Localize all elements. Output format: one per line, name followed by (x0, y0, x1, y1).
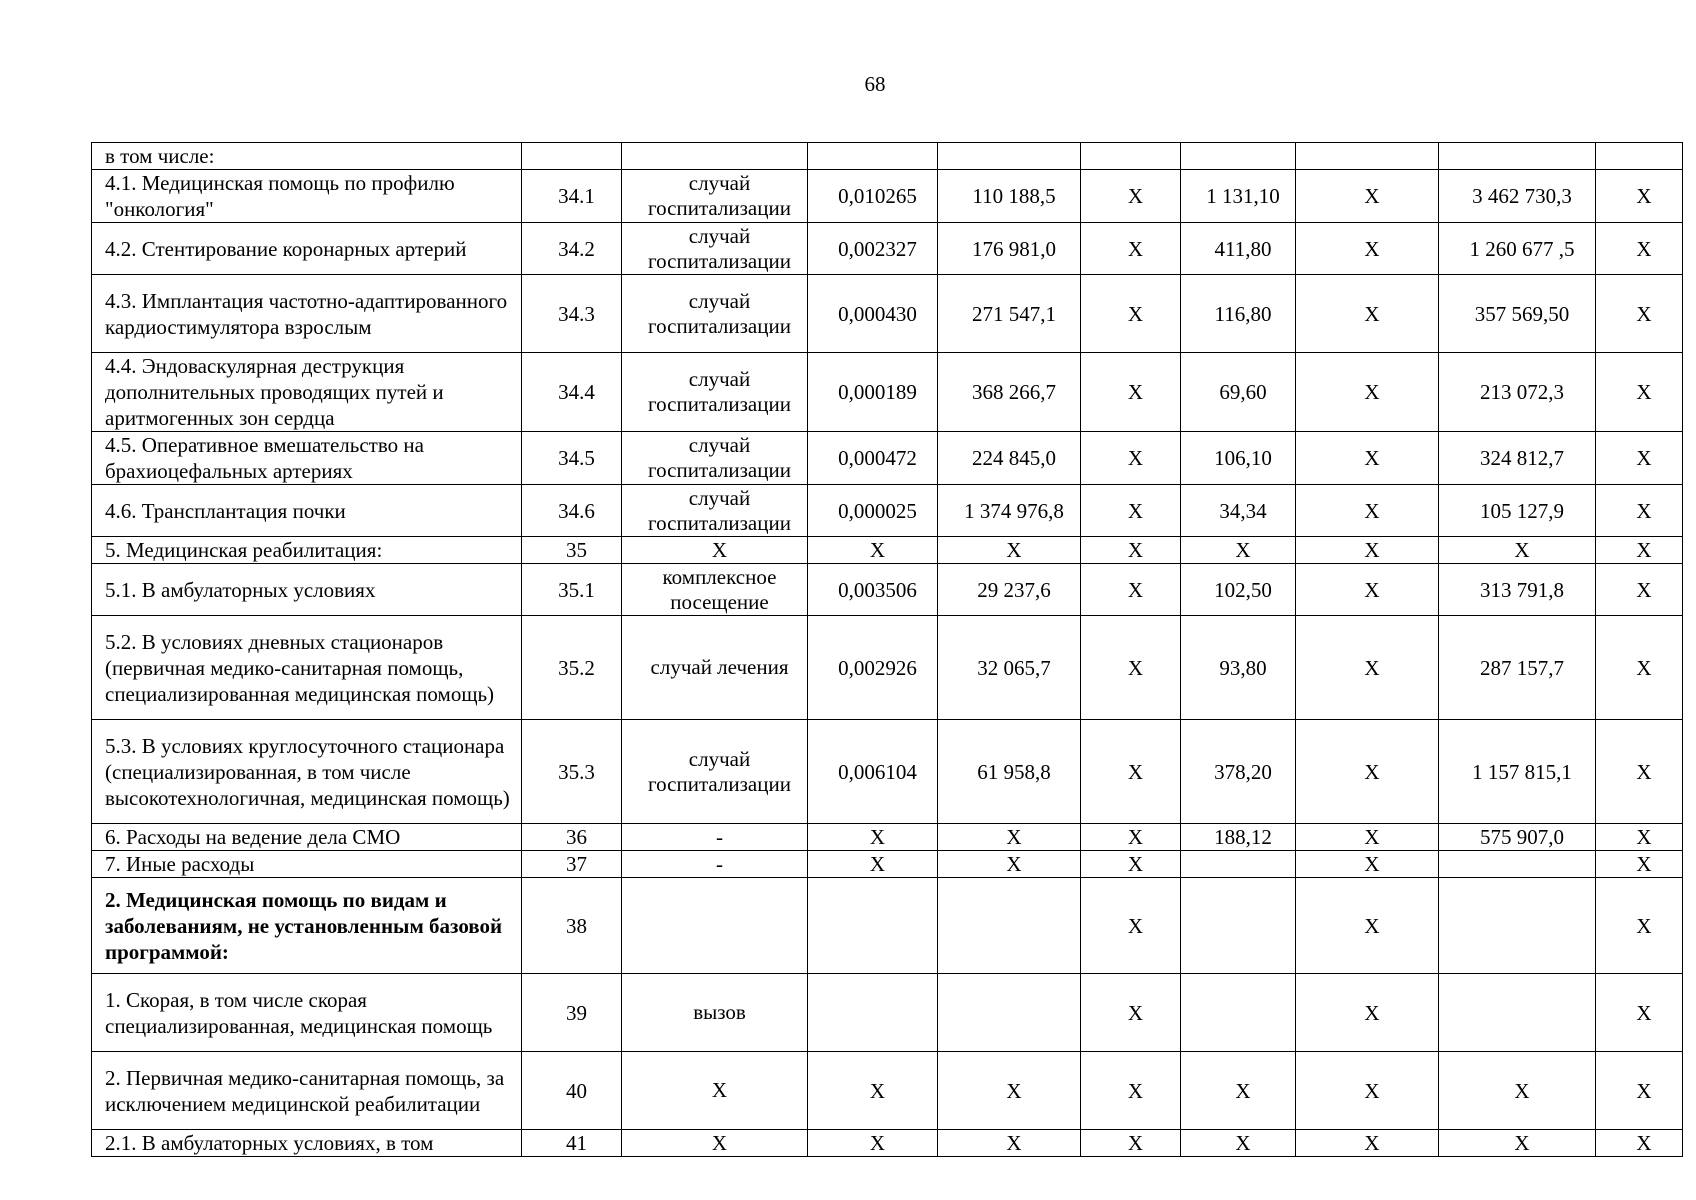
cell-code: 41 (522, 1130, 622, 1157)
cell-c6: Х (1081, 485, 1181, 537)
cell-c10: Х (1596, 537, 1683, 564)
cell-c9: 324 812,7 (1439, 432, 1596, 485)
cell-c7: 411,80 (1181, 223, 1296, 275)
cell-unit: случай госпитализации (622, 170, 808, 223)
cell-c8: Х (1296, 353, 1439, 432)
cell-unit: случай лечения (622, 616, 808, 720)
cell-c10: Х (1596, 878, 1683, 974)
table-row (92, 974, 1683, 1052)
cell-c9: 287 157,7 (1439, 616, 1596, 720)
cell-c9: Х (1439, 537, 1596, 564)
cell-c8: Х (1296, 824, 1439, 851)
cell-c4: 0,000472 (808, 432, 938, 485)
cell-c5: Х (938, 1130, 1081, 1157)
cell-c7: Х (1181, 1052, 1296, 1130)
cell-unit: случай госпитализации (622, 432, 808, 485)
cell-c10: Х (1596, 974, 1683, 1052)
cell-c4: Х (808, 1130, 938, 1157)
cell-c6: Х (1081, 223, 1181, 275)
table-row (92, 1052, 1683, 1130)
cell-c8: Х (1296, 720, 1439, 824)
cell-c8: Х (1296, 564, 1439, 616)
cell-unit: вызов (622, 974, 808, 1052)
cell-c7: Х (1181, 1130, 1296, 1157)
cell-c10: Х (1596, 432, 1683, 485)
cell-c5: 29 237,6 (938, 564, 1081, 616)
cell-c10: Х (1596, 564, 1683, 616)
cell-c7: 34,34 (1181, 485, 1296, 537)
cell-code: 35.2 (522, 616, 622, 720)
cell-name: 6. Расходы на ведение дела СМО (92, 824, 522, 851)
cell-c9: 213 072,3 (1439, 353, 1596, 432)
cell-c4: 0,002926 (808, 616, 938, 720)
cell-code: 38 (522, 878, 622, 974)
table-row (92, 170, 1683, 223)
cell-c4 (808, 878, 938, 974)
cell-c9: 1 157 815,1 (1439, 720, 1596, 824)
cell-c10 (1596, 143, 1683, 170)
cell-unit: случай госпитализации (622, 275, 808, 353)
cell-c7: 69,60 (1181, 353, 1296, 432)
table-row (92, 878, 1683, 974)
cell-c9: 1 260 677 ,5 (1439, 223, 1596, 275)
cell-code: 39 (522, 974, 622, 1052)
cell-c6: Х (1081, 878, 1181, 974)
cell-c4: Х (808, 851, 938, 878)
table-row (92, 824, 1683, 851)
cell-c9: Х (1439, 1130, 1596, 1157)
cell-code: 34.4 (522, 353, 622, 432)
cell-unit: Х (622, 1130, 808, 1157)
table-row (92, 851, 1683, 878)
cell-c9: Х (1439, 1052, 1596, 1130)
cell-c9: 575 907,0 (1439, 824, 1596, 851)
cell-c4: 0,000025 (808, 485, 938, 537)
cell-c4: Х (808, 824, 938, 851)
cell-c10: Х (1596, 720, 1683, 824)
cell-unit: Х (622, 537, 808, 564)
cell-code: 35.3 (522, 720, 622, 824)
cell-c6: Х (1081, 353, 1181, 432)
cell-c7 (1181, 851, 1296, 878)
cell-code: 40 (522, 1052, 622, 1130)
cell-c9 (1439, 878, 1596, 974)
cell-c8: Х (1296, 1130, 1439, 1157)
table-row (92, 564, 1683, 616)
cell-c9 (1439, 851, 1596, 878)
table-row (92, 143, 1683, 170)
cell-c6: Х (1081, 564, 1181, 616)
cell-c10: Х (1596, 1052, 1683, 1130)
cell-c7 (1181, 143, 1296, 170)
cell-c5: 368 266,7 (938, 353, 1081, 432)
cell-code: 37 (522, 851, 622, 878)
cell-unit: - (622, 851, 808, 878)
cell-c4 (808, 143, 938, 170)
cell-code: 35 (522, 537, 622, 564)
cell-c7: 116,80 (1181, 275, 1296, 353)
cell-c7: 188,12 (1181, 824, 1296, 851)
cell-name: 4.4. Эндоваскулярная деструкция дополнительных проводящих путей и аритмогенных зон сердца (92, 353, 522, 432)
cell-c5: 32 065,7 (938, 616, 1081, 720)
cell-c8: Х (1296, 223, 1439, 275)
data-table (91, 142, 1683, 1157)
cell-c7: 93,80 (1181, 616, 1296, 720)
cell-code: 34.5 (522, 432, 622, 485)
cell-code: 34.1 (522, 170, 622, 223)
cell-c6: Х (1081, 974, 1181, 1052)
cell-c6: Х (1081, 851, 1181, 878)
cell-name: 7. Иные расходы (92, 851, 522, 878)
table-row (92, 537, 1683, 564)
cell-c4: Х (808, 537, 938, 564)
cell-c7: 106,10 (1181, 432, 1296, 485)
cell-c9: 105 127,9 (1439, 485, 1596, 537)
cell-c4 (808, 974, 938, 1052)
cell-c10: Х (1596, 353, 1683, 432)
table-row (92, 353, 1683, 432)
cell-c10: Х (1596, 851, 1683, 878)
cell-code: 36 (522, 824, 622, 851)
cell-c8: Х (1296, 878, 1439, 974)
table-row (92, 432, 1683, 485)
cell-c5: Х (938, 537, 1081, 564)
cell-code: 34.6 (522, 485, 622, 537)
cell-c5: Х (938, 1052, 1081, 1130)
cell-c5: Х (938, 851, 1081, 878)
cell-c5 (938, 143, 1081, 170)
cell-c8: Х (1296, 974, 1439, 1052)
cell-name: 2.1. В амбулаторных условиях, в том (92, 1130, 522, 1157)
cell-c6: Х (1081, 824, 1181, 851)
cell-c9: 357 569,50 (1439, 275, 1596, 353)
cell-c5 (938, 878, 1081, 974)
cell-c10: Х (1596, 223, 1683, 275)
cell-c6: Х (1081, 1052, 1181, 1130)
cell-c9 (1439, 974, 1596, 1052)
cell-c4: 0,002327 (808, 223, 938, 275)
table-row (92, 485, 1683, 537)
cell-c8: Х (1296, 485, 1439, 537)
cell-c10: Х (1596, 1130, 1683, 1157)
cell-unit: случай госпитализации (622, 720, 808, 824)
cell-c5: 224 845,0 (938, 432, 1081, 485)
cell-c6: Х (1081, 432, 1181, 485)
cell-code (522, 143, 622, 170)
cell-unit: случай госпитализации (622, 223, 808, 275)
cell-c6: Х (1081, 537, 1181, 564)
cell-name: 5.1. В амбулаторных условиях (92, 564, 522, 616)
cell-c5: 1 374 976,8 (938, 485, 1081, 537)
cell-unit: Х (622, 1052, 808, 1130)
table-row (92, 720, 1683, 824)
cell-code: 35.1 (522, 564, 622, 616)
cell-unit (622, 878, 808, 974)
cell-unit: случай госпитализации (622, 353, 808, 432)
cell-name: 4.3. Имплантация частотно-адаптированного кардиостимулятора взрослым (92, 275, 522, 353)
cell-c7: 378,20 (1181, 720, 1296, 824)
cell-c6 (1081, 143, 1181, 170)
cell-c8: Х (1296, 1052, 1439, 1130)
cell-name: 1. Скорая, в том числе скорая специализированная, медицинская помощь (92, 974, 522, 1052)
cell-c7: Х (1181, 537, 1296, 564)
table-row (92, 1130, 1683, 1157)
cell-unit: комплексное посещение (622, 564, 808, 616)
cell-c6: Х (1081, 616, 1181, 720)
cell-c5: 271 547,1 (938, 275, 1081, 353)
cell-c5: 110 188,5 (938, 170, 1081, 223)
table-row (92, 275, 1683, 353)
table-row (92, 616, 1683, 720)
cell-c7: 1 131,10 (1181, 170, 1296, 223)
cell-c7 (1181, 974, 1296, 1052)
cell-c8 (1296, 143, 1439, 170)
cell-c10: Х (1596, 170, 1683, 223)
cell-c5: 61 958,8 (938, 720, 1081, 824)
cell-c6: Х (1081, 720, 1181, 824)
cell-c10: Х (1596, 275, 1683, 353)
cell-unit: - (622, 824, 808, 851)
cell-c4: 0,000430 (808, 275, 938, 353)
cell-name: 5. Медицинская реабилитация: (92, 537, 522, 564)
cell-c10: Х (1596, 485, 1683, 537)
cell-name: 4.5. Оперативное вмешательство на брахиоцефальных артериях (92, 432, 522, 485)
cell-name: 4.2. Стентирование коронарных артерий (92, 223, 522, 275)
cell-c8: Х (1296, 537, 1439, 564)
cell-c4: 0,010265 (808, 170, 938, 223)
cell-name: 5.2. В условиях дневных стационаров (первичная медико-санитарная помощь, специализированная медицинская помощь) (92, 616, 522, 720)
table-row (92, 223, 1683, 275)
cell-c8: Х (1296, 432, 1439, 485)
cell-c5 (938, 974, 1081, 1052)
cell-code: 34.3 (522, 275, 622, 353)
cell-c4: 0,000189 (808, 353, 938, 432)
cell-c10: Х (1596, 824, 1683, 851)
cell-c8: Х (1296, 275, 1439, 353)
cell-c4: Х (808, 1052, 938, 1130)
cell-c9: 313 791,8 (1439, 564, 1596, 616)
cell-name: 2. Медицинская помощь по видам и заболеваниям, не установленным базовой программой: (92, 878, 522, 974)
cell-c4: 0,003506 (808, 564, 938, 616)
cell-unit: случай госпитализации (622, 485, 808, 537)
cell-c8: Х (1296, 170, 1439, 223)
cell-c9: 3 462 730,3 (1439, 170, 1596, 223)
cell-c8: Х (1296, 851, 1439, 878)
cell-code: 34.2 (522, 223, 622, 275)
cell-name: 4.1. Медицинская помощь по профилю "онкология" (92, 170, 522, 223)
cell-name: в том числе: (92, 143, 522, 170)
page-number: 68 (864, 72, 886, 96)
cell-name: 2. Первичная медико-санитарная помощь, за исключением медицинской реабилитации (92, 1052, 522, 1130)
cell-c9 (1439, 143, 1596, 170)
cell-c6: Х (1081, 1130, 1181, 1157)
cell-c4: 0,006104 (808, 720, 938, 824)
cell-c5: Х (938, 824, 1081, 851)
cell-c5: 176 981,0 (938, 223, 1081, 275)
cell-c7: 102,50 (1181, 564, 1296, 616)
cell-name: 5.3. В условиях круглосуточного стационара (специализированная, в том числе высокотехнологичная, медицинская помощь) (92, 720, 522, 824)
cell-name: 4.6. Трансплантация почки (92, 485, 522, 537)
cell-c8: Х (1296, 616, 1439, 720)
cell-unit (622, 143, 808, 170)
cell-c7 (1181, 878, 1296, 974)
cell-c10: Х (1596, 616, 1683, 720)
cell-c6: Х (1081, 275, 1181, 353)
cell-c6: Х (1081, 170, 1181, 223)
